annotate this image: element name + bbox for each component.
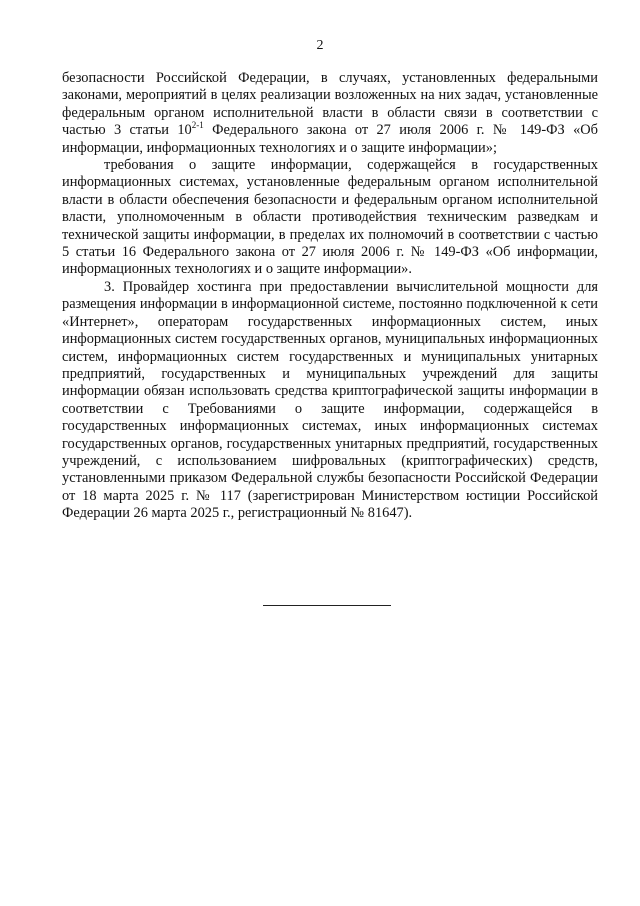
superscript-index: 2-1: [191, 120, 204, 131]
document-body: [62, 70, 598, 523]
paragraph-text: безопасности Российской Федерации, в случаях, установленных федеральными законами, мероприятий в целях реализации возложенных на них задач, установленные федеральным органом исполнительной власти в области связи в соответствии с частью 3 статьи 10: [62, 70, 598, 139]
paragraph-continuation: [62, 70, 598, 157]
paragraph-text-tail: Федерального закона от 27 июля 2006 г. № 149-ФЗ «Об информации, информационных технологиях и о защите информации»;: [62, 122, 598, 156]
paragraph-requirements: требования о защите информации, содержащейся в государственных информационных системах, установленные федеральным органом исполнительной власти в области обеспечения безопасности и федеральным органом исполнительной власти, уполномоченным в области противодействия техническим разведкам и технической защиты информации, в пределах их полномочий в соответствии с частью 5 статьи 16 Федерального закона от 27 июля 2006 г. № 149-ФЗ «Об информации, информационных технологиях и о защите информации».: [62, 157, 598, 278]
paragraph-item-3: 3. Провайдер хостинга при предоставлении вычислительной мощности для размещения информации в информационной системе, постоянно подключенной к сети «Интернет», операторам государственных информационных систем, иных информационных систем государственных органов, муниципальных информационных систем, информационных систем государственных и муниципальных унитарных предприятий, государственных и муниципальных учреждений для защиты информации обязан использовать средства криптографической защиты информации в соответствии с Требованиями о защите информации, содержащейся в государственных информационных системах, иных информационных системах государственных органов, государственных унитарных предприятий, государственных учреждений, с использованием шифровальных (криптографических) средств, установленными приказом Федеральной службы безопасности Российской Федерации от 18 марта 2025 г. № 117 (зарегистрирован Министерством юстиции Российской Федерации 26 марта 2025 г., регистрационный № 81647).: [62, 278, 598, 522]
page-number: 2: [316, 38, 324, 53]
end-separator-line: [263, 605, 391, 606]
